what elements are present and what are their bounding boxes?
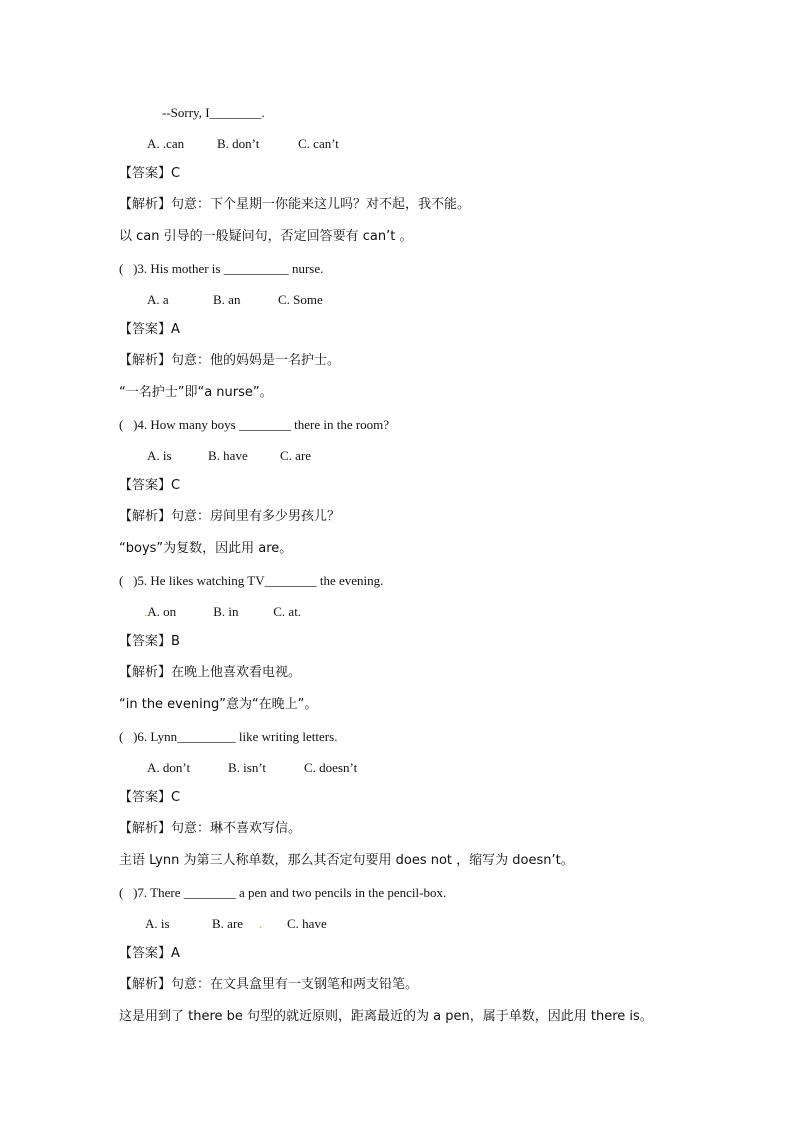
q4-question: ( )4. How many boys ________ there in the room? bbox=[119, 417, 390, 432]
q4-analysis: 【解析】句意：房间里有多少男孩儿？ bbox=[119, 509, 341, 524]
q2-explanation: 以 can 引导的一般疑问句，否定回答要有 can’t 。 bbox=[119, 229, 413, 244]
q4-options bbox=[147, 448, 311, 464]
q6-options bbox=[147, 760, 357, 776]
q7-options bbox=[145, 916, 327, 932]
q3-analysis: 【解析】句意：他的妈妈是一名护士。 bbox=[119, 353, 341, 368]
q2-option-c: C. can’t bbox=[298, 136, 339, 151]
q7-option-a: A. is bbox=[145, 916, 170, 931]
q4-answer: 【答案】C bbox=[119, 478, 181, 493]
q6-option-b: B. isn’t bbox=[228, 760, 267, 775]
q2-answer: 【答案】C bbox=[119, 166, 181, 181]
q7-option-c: C. have bbox=[287, 916, 327, 931]
q2-option-b: B. don’t bbox=[217, 136, 260, 151]
q3-option-b: B. an bbox=[213, 292, 241, 307]
q5-analysis: 【解析】在晚上他喜欢看电视。 bbox=[119, 665, 302, 680]
q4-option-c: C. are bbox=[280, 448, 312, 463]
q6-answer: 【答案】C bbox=[119, 790, 181, 805]
q5-question: ( )5. He likes watching TV________ the evening. bbox=[119, 573, 384, 588]
q3-option-a: A. a bbox=[147, 292, 169, 307]
q5-explanation: “in the evening”意为“在晚上”。 bbox=[119, 697, 318, 712]
q4-option-b: B. have bbox=[208, 448, 248, 463]
q2-option-a: A. .can bbox=[147, 136, 185, 151]
q3-explanation: “一名护士”即“a nurse”。 bbox=[119, 385, 273, 400]
q7-explanation: 这是用到了 there be 句型的就近原则，距离最近的为 a pen，属于单数，因此用 there is。 bbox=[119, 1009, 653, 1024]
q3-question: ( )3. His mother is __________ nurse. bbox=[119, 261, 324, 276]
q5-option-c: C. at. bbox=[273, 604, 302, 619]
q4-option-a: A. is bbox=[147, 448, 172, 463]
q6-analysis: 【解析】句意：琳不喜欢写信。 bbox=[119, 821, 302, 836]
q5-options bbox=[144, 604, 301, 620]
q5-option-b: B. in bbox=[213, 604, 239, 619]
q2-options bbox=[147, 136, 339, 152]
q3-options bbox=[147, 292, 323, 308]
q6-explanation: 主语 Lynn 为第三人称单数，那么其否定句要用 does not ，缩写为 doesn’t。 bbox=[119, 853, 574, 868]
q5-answer: 【答案】B bbox=[119, 634, 180, 649]
q7-answer: 【答案】A bbox=[119, 946, 180, 961]
q6-question: ( )6. Lynn_________ like writing letters. bbox=[119, 729, 338, 744]
q2-analysis: 【解析】句意：下个星期一你能来这儿吗？对不起，我不能。 bbox=[119, 197, 471, 212]
q7-question: ( )7. There ________ a pen and two pencils in the pencil-box. bbox=[119, 885, 447, 900]
stray-dot: . bbox=[144, 604, 148, 619]
q3-answer: 【答案】A bbox=[119, 322, 180, 337]
q6-option-c: C. doesn’t bbox=[304, 760, 358, 775]
q3-option-c: C. Some bbox=[278, 292, 323, 307]
q4-explanation: “boys”为复数，因此用 are。 bbox=[119, 541, 293, 556]
q7-analysis: 【解析】句意：在文具盒里有一支钢笔和两支铅笔。 bbox=[119, 977, 419, 992]
q6-option-a: A. don’t bbox=[147, 760, 191, 775]
q2-response: --Sorry, I________. bbox=[162, 105, 265, 120]
q5-option-a: A. on bbox=[147, 604, 177, 619]
stray-dot: . bbox=[259, 916, 263, 931]
q7-option-b: B. are bbox=[212, 916, 244, 931]
